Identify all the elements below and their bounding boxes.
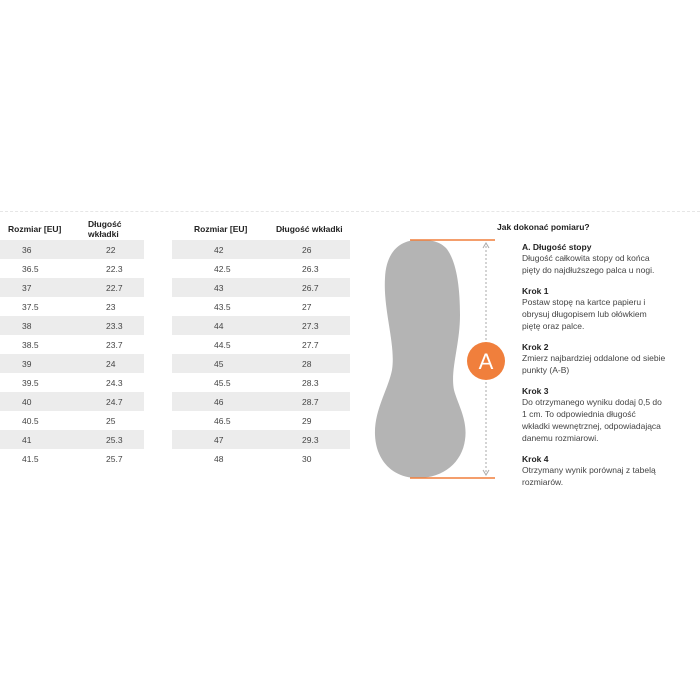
- table-row: [172, 278, 350, 297]
- step-text: Do otrzymanego wyniku dodaj 0,5 do 1 cm. To odpowiednia długość wkładki wewnętrznej, odpowiadająca danemu rozmiarowi.: [522, 397, 662, 443]
- insole-length-cell: 23: [106, 301, 116, 312]
- size-cell: 40.5: [22, 415, 39, 426]
- insole-diagram: [370, 230, 505, 490]
- top-divider: [0, 211, 700, 212]
- table-row: [172, 449, 350, 468]
- column-header-size: Rozmiar [EU]: [194, 224, 248, 234]
- size-cell: 39.5: [22, 377, 39, 388]
- table-row: [172, 316, 350, 335]
- step-title: Krok 1: [522, 286, 549, 296]
- insole-length-cell: 23.3: [76, 316, 144, 335]
- insole-length-cell: 22.7: [76, 278, 144, 297]
- size-cell: 46.5: [214, 415, 231, 426]
- column-header-insole-length: Długość wkładki: [276, 224, 343, 234]
- insole-length-cell: 28: [260, 354, 350, 373]
- insole-length-cell: 28.3: [302, 377, 319, 388]
- table-row: [0, 373, 144, 392]
- marker-label: A: [478, 349, 494, 374]
- instruction-steps: [497, 242, 697, 488]
- instruction-step: [497, 454, 697, 488]
- table-row: [0, 430, 144, 449]
- instruction-step: [497, 386, 697, 444]
- table-row: [0, 392, 144, 411]
- table-row: [0, 354, 144, 373]
- step-text: Postaw stopę na kartce papieru i obrysuj długopisem lub ołówkiem piętę oraz palce.: [522, 297, 647, 331]
- step-title: Krok 3: [522, 386, 549, 396]
- table-row: [172, 297, 350, 316]
- insole-length-cell: 22.3: [106, 263, 123, 274]
- size-table-left: [0, 218, 144, 468]
- size-cell: 38: [0, 316, 76, 335]
- column-header-insole-length: Długość wkładki: [88, 219, 122, 239]
- table-row: [0, 316, 144, 335]
- insole-length-cell: 24.3: [106, 377, 123, 388]
- insole-length-cell: 23.7: [106, 339, 123, 350]
- size-cell: 40: [0, 392, 76, 411]
- size-cell: 42: [172, 240, 260, 259]
- table-row: [0, 278, 144, 297]
- table-row: [172, 392, 350, 411]
- insole-length-cell: 25: [106, 415, 116, 426]
- size-cell: 43: [172, 278, 260, 297]
- table-row: [172, 335, 350, 354]
- measurement-instructions: [497, 222, 697, 498]
- instruction-step: [497, 342, 697, 376]
- insole-length-cell: 29.3: [260, 430, 350, 449]
- table-row: [0, 259, 144, 278]
- table-row: [0, 411, 144, 430]
- size-cell: 44.5: [214, 339, 231, 350]
- size-cell: 42.5: [214, 263, 231, 274]
- size-cell: 41.5: [22, 453, 39, 464]
- size-cell: 39: [0, 354, 76, 373]
- insole-length-cell: 24.7: [76, 392, 144, 411]
- step-text: Otrzymany wynik porównaj z tabelą rozmiarów.: [522, 465, 656, 487]
- size-cell: 45.5: [214, 377, 231, 388]
- table-row: [0, 335, 144, 354]
- insole-length-cell: 27.7: [302, 339, 319, 350]
- table-row: [0, 297, 144, 316]
- size-cell: 45: [172, 354, 260, 373]
- instructions-title: Jak dokonać pomiaru?: [497, 222, 590, 232]
- instruction-step: [497, 242, 697, 276]
- insole-length-cell: 29: [302, 415, 312, 426]
- table-row: [172, 259, 350, 278]
- size-cell: 41: [0, 430, 76, 449]
- size-cell: 37.5: [22, 301, 39, 312]
- table-row: [0, 240, 144, 259]
- insole-length-cell: 25.3: [76, 430, 144, 449]
- table-row: [172, 430, 350, 449]
- insole-length-cell: 28.7: [260, 392, 350, 411]
- instruction-step: [497, 286, 697, 332]
- size-cell: 48: [214, 453, 224, 464]
- insole-length-cell: 25.7: [106, 453, 123, 464]
- table-row: [0, 449, 144, 468]
- size-table-right: [172, 218, 350, 468]
- table-row: [172, 240, 350, 259]
- step-title: A. Długość stopy: [522, 242, 592, 252]
- insole-length-cell: 30: [302, 453, 312, 464]
- insole-length-cell: 27.3: [260, 316, 350, 335]
- step-title: Krok 2: [522, 342, 549, 352]
- insole-length-cell: 26: [260, 240, 350, 259]
- insole-length-cell: 22: [76, 240, 144, 259]
- table-row: [172, 411, 350, 430]
- step-text: Zmierz najbardziej oddalone od siebie punkty (A-B): [522, 353, 666, 375]
- size-cell: 36.5: [22, 263, 39, 274]
- step-title: Krok 4: [522, 454, 549, 464]
- size-cell: 36: [0, 240, 76, 259]
- insole-length-cell: 26.7: [260, 278, 350, 297]
- size-cell: 43.5: [214, 301, 231, 312]
- table-row: [172, 373, 350, 392]
- step-text: Długość całkowita stopy od końca pięty do najdłuższego palca u nogi.: [522, 253, 655, 275]
- insole-length-cell: 24: [76, 354, 144, 373]
- size-cell: 37: [0, 278, 76, 297]
- table-row: [172, 354, 350, 373]
- size-cell: 38.5: [22, 339, 39, 350]
- column-header-size: Rozmiar [EU]: [8, 224, 62, 234]
- insole-length-cell: 27: [302, 301, 312, 312]
- size-cell: 44: [172, 316, 260, 335]
- size-cell: 46: [172, 392, 260, 411]
- insole-shape: [375, 240, 466, 478]
- size-cell: 47: [172, 430, 260, 449]
- insole-length-cell: 26.3: [302, 263, 319, 274]
